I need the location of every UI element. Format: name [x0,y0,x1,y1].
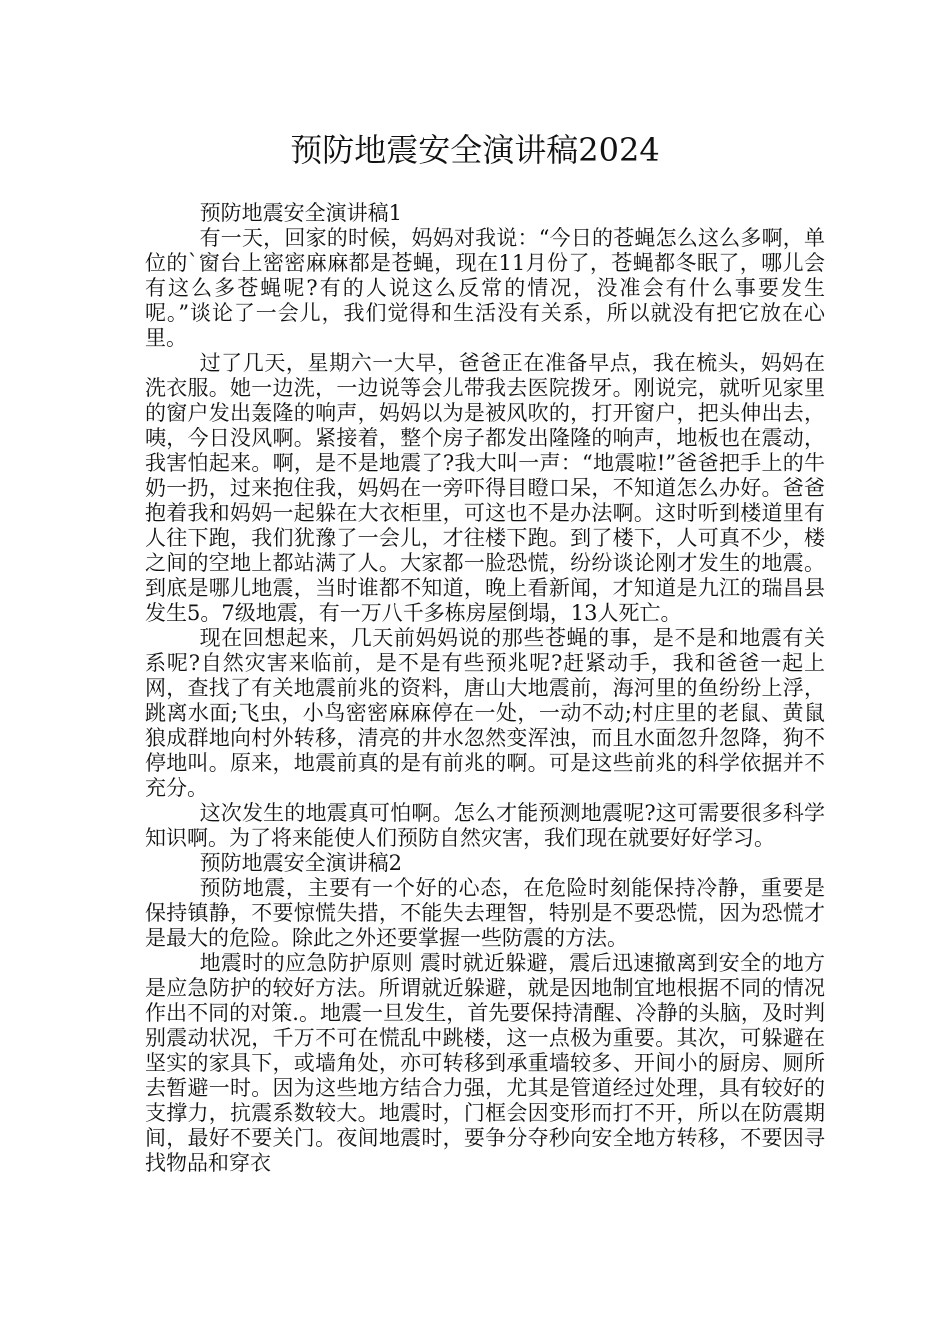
body-paragraph: 预防地震，主要有一个好的心态，在危险时刻能保持冷静，重要是保持镇静，不要惊慌失措，不能失去理智，特别是不要恐慌，因为恐慌才是最大的危险。除此之外还要掌握一些防震的方法。 [145,876,825,950]
body-paragraph: 过了几天，星期六一大早，爸爸正在准备早点，我在梳头，妈妈在洗衣服。她一边洗，一边说等会儿带我去医院拨牙。刚说完，就听见家里的窗户发出轰隆的响声，妈妈以为是被风吹的，打开窗户，把头伸出去，咦，今日没风啊。紧接着，整个房子都发出隆隆的响声，地板也在震动，我害怕起来。啊，是不是地震了?我大叫一声：“地震啦!”爸爸把手上的牛奶一扔，过来抱住我，妈妈在一旁吓得目瞪口呆，不知道怎么办好。爸爸抱着我和妈妈一起躲在大衣柜里，可这也不是办法啊。这时听到楼道里有人往下跑，我们犹豫了一会儿，才往楼下跑。到了楼下，人可真不少，楼之间的空地上都站满了人。大家都一脸恐慌，纷纷谈论刚才发生的地震。到底是哪儿地震，当时谁都不知道，晚上看新闻，才知道是九江的瑞昌县发生5。7级地震，有一万八千多栋房屋倒塌，13人死亡。 [145,351,825,625]
document-body [145,201,825,1176]
section-heading-2: 预防地震安全演讲稿2 [199,851,402,875]
section-heading-1: 预防地震安全演讲稿1 [199,201,402,225]
body-paragraph: 地震时的应急防护原则 震时就近躲避，震后迅速撤离到安全的地方是应急防护的较好方法。所谓就近躲避，就是因地制宜地根据不同的情况作出不同的对策.。地震一旦发生，首先要保持清醒、冷静的头脑，及时判别震动状况，千万不可在慌乱中跳楼，这一点极为重要。其次，可躲避在坚实的家具下，或墙角处，亦可转移到承重墙较多、开间小的厨房、厕所去暂避一时。因为这些地方结合力强，尤其是管道经过处理，具有较好的支撑力，抗震系数较大。地震时，门框会因变形而打不开，所以在防震期间，最好不要关门。夜间地震时，要争分夺秒向安全地方转移，不要因寻找物品和穿衣 [145,951,825,1175]
document-title: 预防地震安全演讲稿2024 [290,131,660,169]
body-paragraph: 这次发生的地震真可怕啊。怎么才能预测地震呢?这可需要很多科学知识啊。为了将来能使人们预防自然灾害，我们现在就要好好学习。 [145,801,825,850]
body-paragraph: 现在回想起来，几天前妈妈说的那些苍蝇的事，是不是和地震有关系呢?自然灾害来临前，是不是有些预兆呢?赶紧动手，我和爸爸一起上网，查找了有关地震前兆的资料，唐山大地震前，海河里的鱼纷纷上浮，跳离水面;飞虫，小鸟密密麻麻停在一处，一动不动;村庄里的老鼠、黄鼠狼成群地向村外转移，清亮的井水忽然变浑浊，而且水面忽升忽降，狗不停地叫。原来，地震前真的是有前兆的啊。可是这些前兆的科学依据并不充分。 [145,626,825,800]
body-paragraph: 有一天，回家的时候，妈妈对我说：“今日的苍蝇怎么这么多啊，单位的`窗台上密密麻麻都是苍蝇，现在11月份了，苍蝇都冬眠了，哪儿会有这么多苍蝇呢?有的人说这么反常的情况，没准会有什么事要发生呢。”谈论了一会儿，我们觉得和生活没有关系，所以就没有把它放在心里。 [145,226,825,350]
